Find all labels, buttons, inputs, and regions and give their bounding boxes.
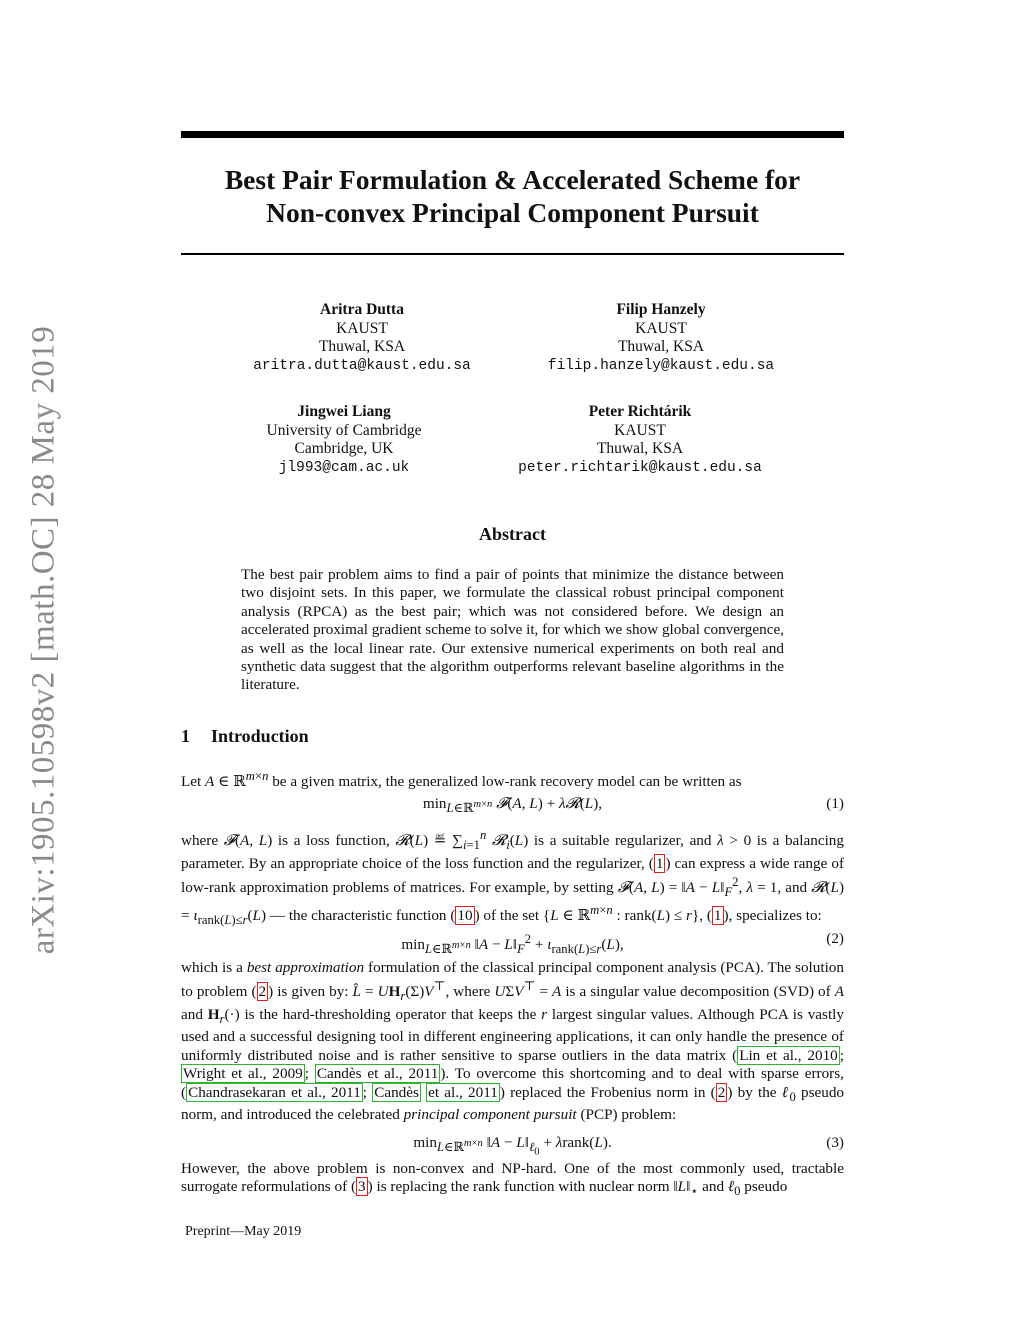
citation-link[interactable]: Candès et al., 2011 [316, 1065, 439, 1083]
intro-paragraph-2: where 𝓕(A, L) is a loss function, 𝓡(L) ≝ $\sum_{i=1}^n$ 𝓡$_i$(L) is a suitable regularizer, and λ > 0 is a balancing parameter. By an appropriate choice of the loss function and the regularizer, ( 1 ) can express a wide range of low-rank approximation problems of matrices. For example, by setting 𝓕(A, L) = ‖A − $L‖_F^2$, λ = 1, and 𝓡(L) = $\iota_{rank(L)\le r}(L)$ — the characteristic function ( 10 ) of the set {L ∈ ℝ$^{m\times n}$ : rank(L) ≤ r}, ( 1 ), specializes to: [181, 828, 844, 928]
author-name: Filip Hanzely [616, 301, 706, 318]
title-line-2: Non-convex Principal Component Pursuit [266, 197, 759, 228]
section-title: Introduction [211, 726, 309, 746]
author-email[interactable]: filip.hanzely@kaust.edu.sa [547, 357, 775, 374]
author-location: Thuwal, KSA [318, 338, 406, 355]
intro-paragraph-4: However, the above problem is non-convex and NP-hard. One of the most commonly used, tractable surrogate reformulations of ( 3 ) is replacing the rank function with nuclear norm $‖L‖_⋆$ and ℓ$_0$ pseudo [181, 1160, 844, 1199]
equation-reference-link[interactable]: 2 [258, 983, 267, 1001]
abstract-heading: Abstract [479, 524, 546, 544]
author-block [490, 403, 790, 477]
title-line-1: Best Pair Formulation & Accelerated Scheme for [224, 164, 801, 195]
author-name: Aritra Dutta [320, 301, 404, 318]
title-bottom-rule [181, 253, 844, 255]
arxiv-identifier: arXiv:1905.10598v2 [math.OC] 28 May 2019 [25, 325, 62, 955]
citation-link[interactable]: Lin et al., 2010 [739, 1046, 838, 1064]
equation-reference-link[interactable]: 2 [717, 1083, 726, 1101]
equation-number: (1) [826, 795, 844, 812]
author-location: Cambridge, UK [294, 440, 394, 457]
author-block [212, 301, 512, 375]
author-email[interactable]: peter.richtarik@kaust.edu.sa [518, 459, 762, 476]
author-name: Jingwei Liang [297, 403, 391, 420]
author-affiliation: University of Cambridge [266, 421, 422, 439]
citation-link[interactable]: Chandrasekaran et al., 2011 [188, 1083, 361, 1101]
equation-expression: $\min_{L\in ℝ^{m\times n}}$ 𝓕(A, L) + λ𝓡(L), [422, 795, 603, 816]
page-footer: Preprint—May 2019 [185, 1224, 302, 1239]
author-affiliation: KAUST [336, 319, 388, 337]
equation-reference-link[interactable]: 10 [457, 907, 473, 925]
equation-expression: $\min_{L\in ℝ^{m\times n}}$ ‖A − $L‖_{\ell_0}$ + λrank(L). [413, 1134, 612, 1158]
author-email[interactable]: jl993@cam.ac.uk [278, 459, 410, 476]
equation-number: (2) [826, 930, 844, 947]
author-affiliation: KAUST [614, 421, 666, 439]
paper-title [181, 163, 844, 229]
citation-link[interactable]: Candès [374, 1083, 419, 1101]
author-block [511, 301, 811, 375]
equation-reference-link[interactable]: 1 [655, 854, 664, 872]
author-location: Thuwal, KSA [617, 338, 705, 355]
citation-link[interactable]: Wright et al., 2009 [183, 1065, 303, 1083]
equation-expression: $\min_{L\in ℝ^{m\times n}}$ ‖A − $L‖_F^2 + \iota_{rank(L)\le r}(L)$, [401, 932, 624, 957]
intro-paragraph-3: which is a best approximation formulation of the classical principal component analysis (PCA). The solution to problem ( 2 ) is given by: L̂ = $UH_r(\Sigma)V^⊤$, where UΣV⊤ = A is a singular value decomposition (SVD) of A and $H_r(\cdot)$ is the hard-thresholding operator that keeps the r largest singular values. Although PCA is vastly used and a successful designing tool in different engineering applications, it can only handle the presence of uniformly distributed noise and is rather sensitive to sparse outliers in the data matrix ( Lin et al., 2010 ; Wright et al., 2009 ; Candès et al., 2011 ). To overcome this shortcoming and to deal with sparse errors, ( Chandrasekaran et al., 2011 ; Candès et al., 2011 ) replaced the Frobenius norm in ( 2 ) by the ℓ$_0$ pseudo norm, and introduced the celebrated principal component pursuit (PCP) problem: [181, 959, 845, 1123]
section-heading [181, 726, 309, 747]
citation-link[interactable]: et al., 2011 [428, 1083, 498, 1101]
author-block [194, 403, 494, 477]
intro-paragraph-1: Let A ∈ ℝ$^{m\times n}$ be a given matrix, the generalized low-rank recovery model can be written as [181, 769, 742, 791]
equation-number: (3) [826, 1134, 844, 1151]
title-top-rule [181, 131, 844, 138]
equation-reference-link[interactable]: 3 [358, 1178, 366, 1196]
abstract-text: The best pair problem aims to find a pair of points that minimize the distance between two disjoint sets. In this paper, we formulate the classical robust principal component analysis (RPCA) as the best pair; which was not considered before. We design an accelerated proximal gradient scheme to solve it, for which we show global convergence, as well as the local linear rate. Our extensive numerical experiments on both real and synthetic data suggest that the algorithm outperforms relevant baseline algorithms in the literature. [241, 566, 784, 694]
author-name: Peter Richtárik [588, 403, 692, 420]
author-email[interactable]: aritra.dutta@kaust.edu.sa [253, 357, 471, 374]
equation-reference-link[interactable]: 1 [713, 907, 722, 925]
author-location: Thuwal, KSA [596, 440, 684, 457]
section-number: 1 [181, 726, 190, 746]
author-affiliation: KAUST [635, 319, 687, 337]
